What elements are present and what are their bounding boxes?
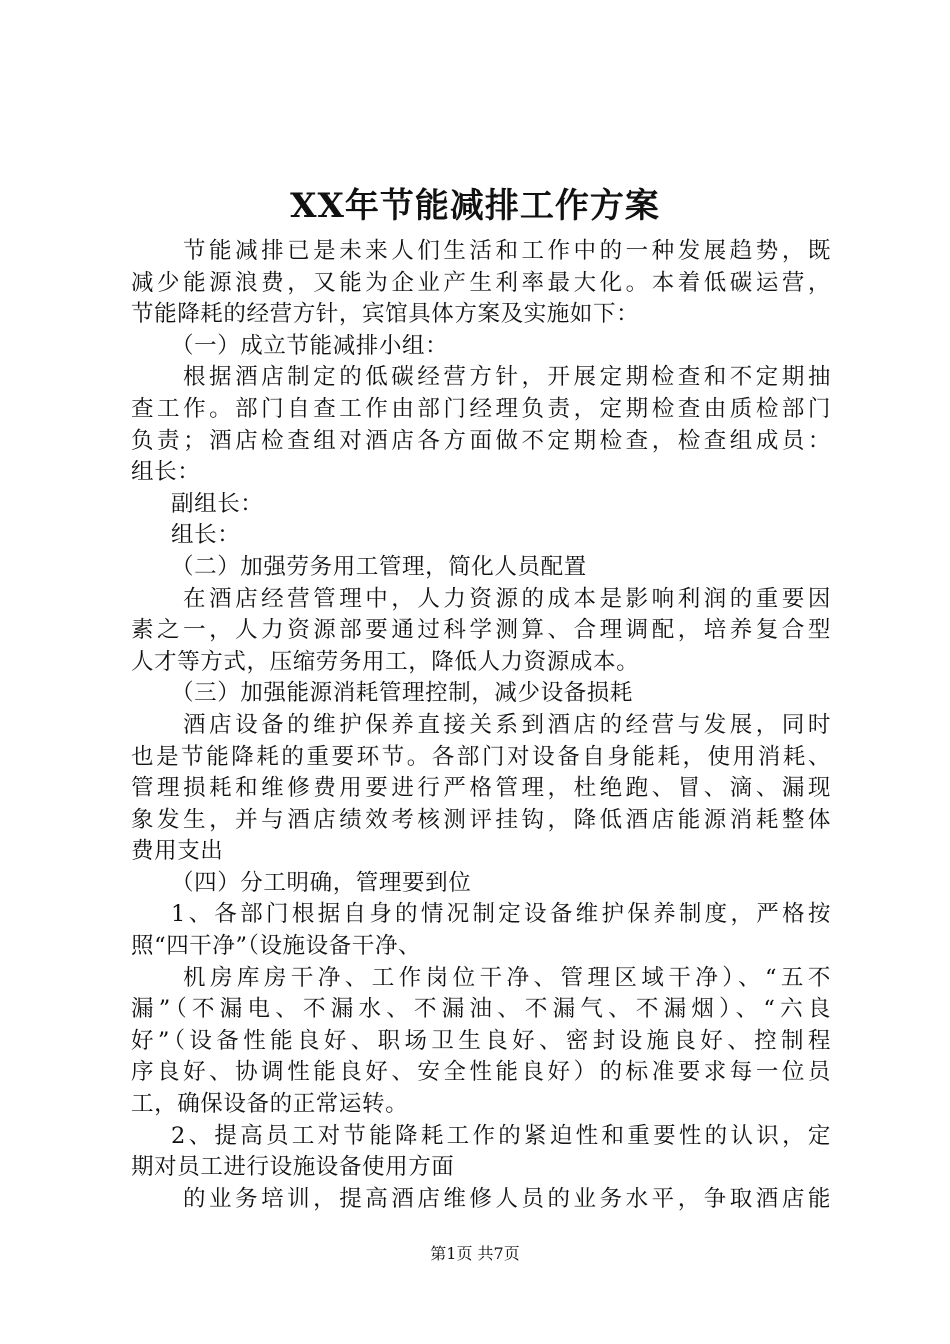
paragraph-line: 也是节能降耗的重要环节。各部门对设备自身能耗，使用消耗、 — [131, 743, 831, 770]
document-body — [131, 236, 831, 1215]
paragraph-line: 的业务培训，提高酒店维修人员的业务水平，争取酒店能 — [183, 1185, 831, 1212]
paragraph-line: 根据酒店制定的低碳经营方针，开展定期检查和不定期抽 — [183, 364, 831, 391]
paragraph-line: 减少能源浪费，又能为企业产生利率最大化。本着低碳运营， — [131, 269, 831, 296]
paragraph-line: 漏”（不漏电、不漏水、不漏油、不漏气、不漏烟）、“六良 — [131, 996, 831, 1023]
paragraph-line: 期对员工进行设施设备使用方面 — [131, 1154, 455, 1181]
paragraph-line: 好”（设备性能良好、职场卫生良好、密封设施良好、控制程 — [131, 1027, 831, 1054]
paragraph-line: 机房库房干净、工作岗位干净、管理区域干净）、“五不 — [183, 964, 831, 991]
paragraph-line: 酒店设备的维护保养直接关系到酒店的经营与发展，同时 — [183, 711, 831, 738]
document-title: XX年节能减排工作方案 — [290, 186, 660, 226]
paragraph-line: 组长： — [171, 522, 241, 549]
paragraph-line: 节能降耗的经营方针，宾馆具体方案及实施如下： — [131, 301, 640, 328]
section-heading: （一）成立节能减排小组： — [171, 332, 449, 359]
page-footer: 第1页 共7页 — [430, 1244, 520, 1263]
paragraph-line: 人才等方式，压缩劳务用工，降低人力资源成本。 — [131, 648, 640, 675]
paragraph-line: 查工作。部门自查工作由部门经理负责，定期检查由质检部门 — [131, 395, 831, 422]
paragraph-line: 费用支出 — [131, 838, 224, 865]
paragraph-line: 照“四干净”（设施设备干净、 — [131, 933, 422, 960]
section-heading: （四）分工明确，管理要到位 — [171, 869, 472, 896]
paragraph-line: 工，确保设备的正常运转。 — [131, 1091, 409, 1118]
paragraph-line: 1、各部门根据自身的情况制定设备维护保养制度，严格按 — [171, 901, 831, 928]
paragraph-line: 副组长： — [171, 490, 264, 517]
section-heading: （三）加强能源消耗管理控制，减少设备损耗 — [171, 680, 634, 707]
paragraph-line: 管理损耗和维修费用要进行严格管理，杜绝跑、冒、滴、漏现 — [131, 775, 831, 802]
paragraph-line: 素之一，人力资源部要通过科学测算、合理调配，培养复合型 — [131, 617, 831, 644]
paragraph-line: 组长： — [131, 459, 201, 486]
section-heading: （二）加强劳务用工管理，简化人员配置 — [171, 553, 587, 580]
paragraph-line: 负责；酒店检查组对酒店各方面做不定期检查，检查组成员： — [131, 427, 831, 454]
paragraph-line: 序良好、协调性能良好、安全性能良好）的标准要求每一位员 — [131, 1059, 831, 1086]
paragraph-line: 2、提高员工对节能降耗工作的紧迫性和重要性的认识，定 — [171, 1122, 831, 1149]
paragraph-line: 象发生，并与酒店绩效考核测评挂钩，降低酒店能源消耗整体 — [131, 806, 831, 833]
paragraph-line: 在酒店经营管理中，人力资源的成本是影响利润的重要因 — [183, 585, 831, 612]
paragraph-line: 节能减排已是未来人们生活和工作中的一种发展趋势，既 — [183, 238, 831, 264]
